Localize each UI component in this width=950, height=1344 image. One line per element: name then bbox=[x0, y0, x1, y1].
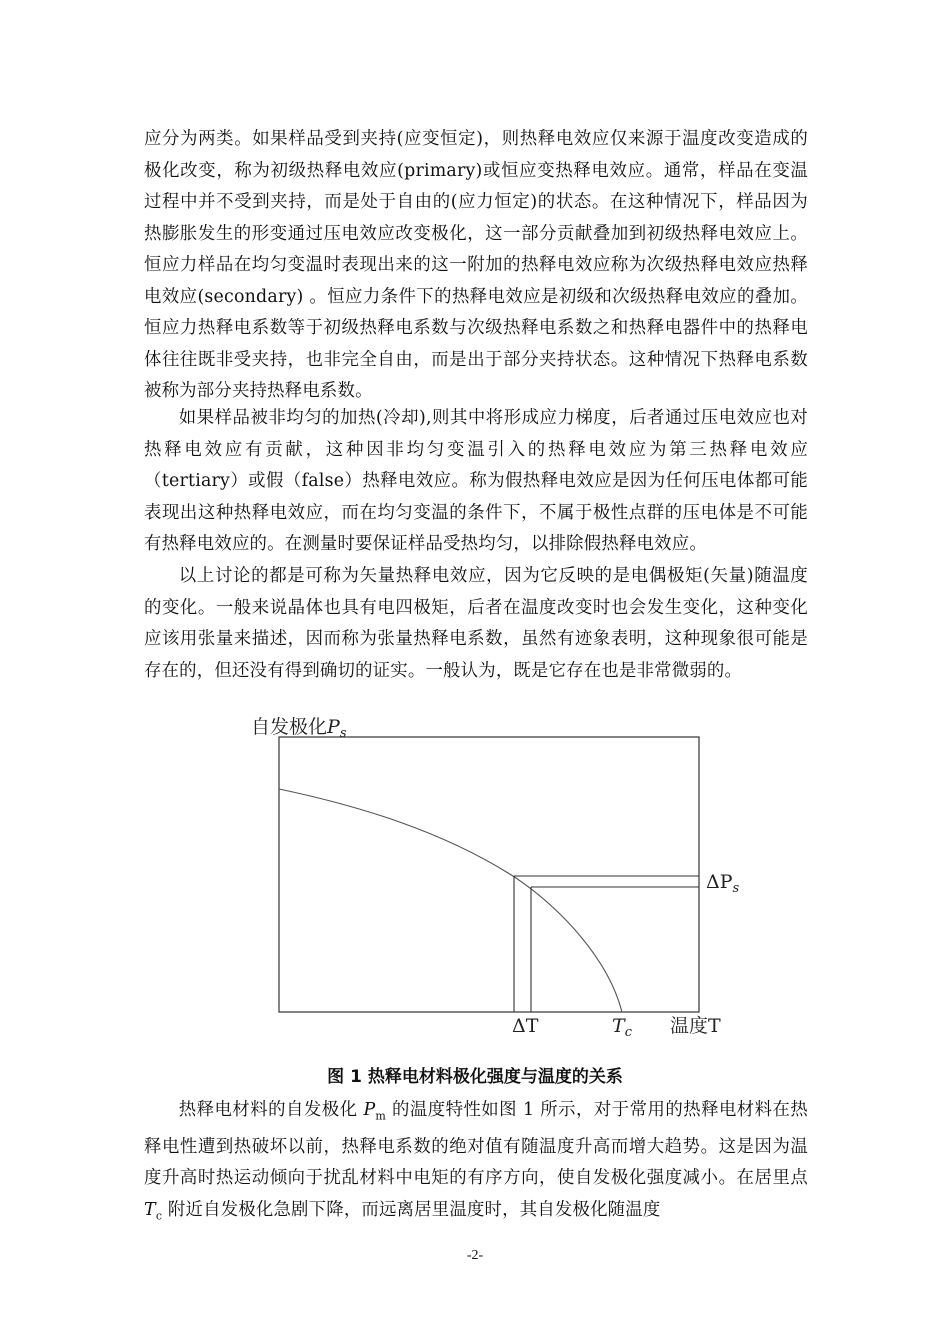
y-axis-label: 自发极化$P_s$ bbox=[251, 716, 347, 741]
paragraph-temperature-characteristics: 热释电材料的自发极化 $P_m$ 的温度特性如图 1 所示，对于常用的热释电材料在热释电性遭到热破坏以前，热释电系数的绝对值有随温度升高而增大趋势。这是因为温度升高时热运动倾向于扰乱材料中电矩的有序方向，使自发极化强度减小。在居里点 $T_c$ 附近自发极化急剧下降，而远离居里温度时，其自发极化随温度 bbox=[144, 1100, 808, 1223]
paragraph-false-pyroelectric: 如果样品被非均匀的加热(冷却),则其中将形成应力梯度，后者通过压电效应也对热释电效应有贡献，这种因非均匀变温引入的热释电效应为第三热释电效应（tertiary）或假（false）热释电效应。称为假热释电效应是因为任何压电体都可能表现出这种热释电效应，而在均匀变温的条件下，不属于极性点群的压电体是不可能有热释电效应的。在测量时要保证样品受热均匀，以排除假热释电效应。 bbox=[144, 408, 808, 554]
paragraph-tensor-pyroelectric: 以上讨论的都是可称为矢量热释电效应，因为它反映的是电偶极矩(矢量)随温度的变化。一般来说晶体也具有电四极矩，后者在温度改变时也会发生变化，这种变化应该用张量来描述，因而称为张量热释电系数，虽然有迹象表明，这种现象很可能是存在的，但还没有得到确切的证实。一般认为，既是它存在也是非常微弱的。 bbox=[144, 566, 808, 681]
paragraph-classification: 应分为两类。如果样品受到夹持(应变恒定)，则热释电效应仅来源于温度改变造成的极化改变，称为初级热释电效应(primary)或恒应变热释电效应。通常，样品在变温过程中并不受到夹持，而是处于自由的(应力恒定)的状态。在这种情况下，样品因为热膨胀发生的形变通过压电效应改变极化，这一部分贡献叠加到初级热释电效应上。恒应力样品在均匀变温时表现出来的这一附加的热释电效应称为次级热释电效应热释电效应(secondary) 。恒应力条件下的热释电效应是初级和次级热释电效应的叠加。恒应力热释电系数等于初级热释电系数与次级热释电系数之和热释电器件中的热释电体往往既非受夹持，也非完全自由，而是出于部分夹持状态。这种情况下热释电系数被称为部分夹持热释电系数。 bbox=[144, 129, 808, 401]
delta-p-label: $\Delta P_s$ bbox=[706, 871, 740, 896]
delta-t-label: ΔT bbox=[512, 1015, 539, 1037]
polarization-curve bbox=[279, 789, 622, 1012]
page-number: -2- bbox=[466, 1248, 484, 1263]
x-axis-label: 温度T bbox=[670, 1015, 721, 1037]
figure-caption: 图 1 热释电材料极化强度与温度的关系 bbox=[327, 1067, 623, 1087]
curie-temperature-label: $T_c$ bbox=[612, 1015, 632, 1040]
plot-frame bbox=[279, 737, 699, 1012]
